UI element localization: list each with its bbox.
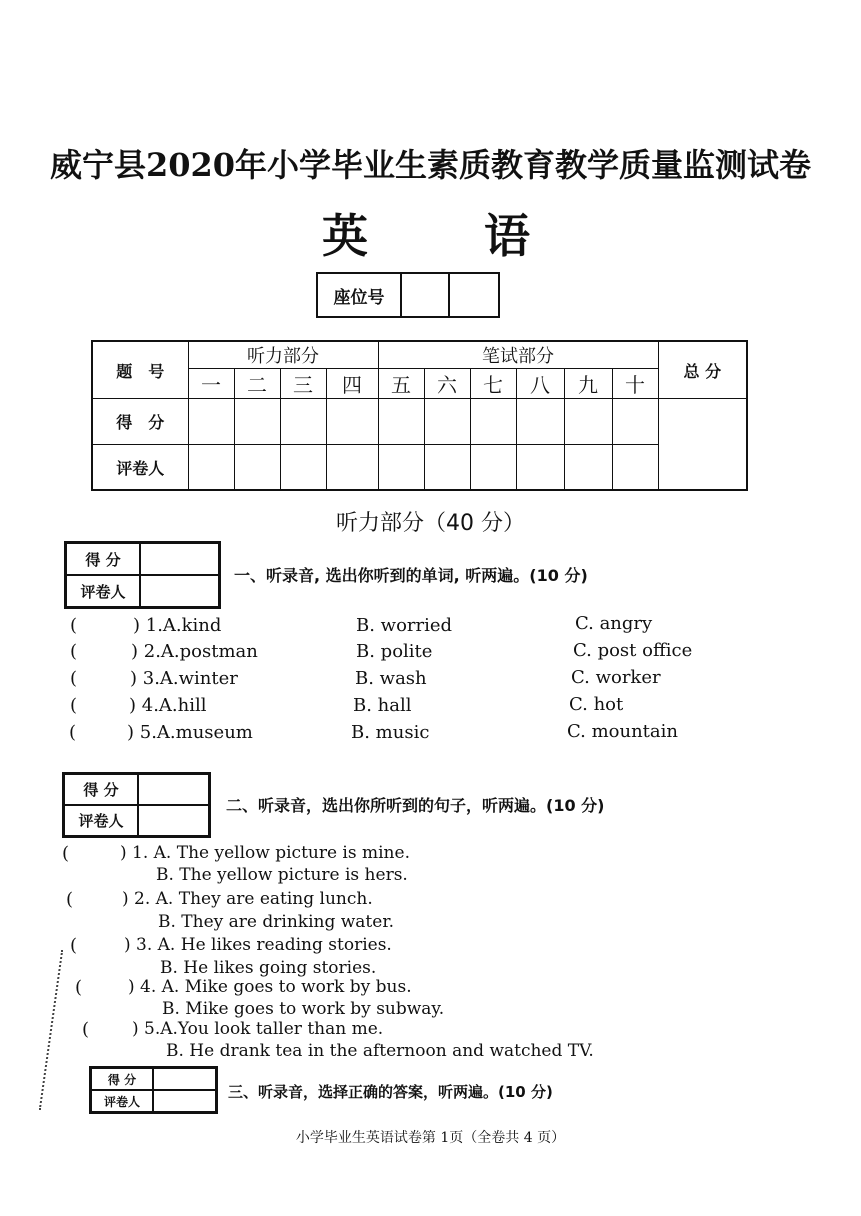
option-b: B. wash (355, 668, 427, 689)
question-number-header: 题 号 (92, 341, 188, 399)
grader-box-score-cell[interactable] (153, 1068, 216, 1090)
option-a: ) 3.A.winter (130, 668, 238, 689)
question-number: 七 (470, 369, 516, 399)
question-number: 三 (280, 369, 326, 399)
score-cell[interactable] (188, 399, 234, 445)
option-c: C. worker (571, 667, 661, 688)
score-cell[interactable] (564, 399, 612, 445)
sentence-a: ) 3. A. He likes reading stories. (124, 935, 392, 955)
grader-box-grader-cell[interactable] (140, 575, 219, 607)
option-a: ) 4.A.hill (129, 695, 207, 716)
question-number: 十 (612, 369, 658, 399)
option-b: B. polite (356, 641, 433, 662)
option-a: ) 1.A.kind (133, 615, 222, 636)
grader-box-grader-label: 评卷人 (66, 575, 140, 607)
part2-heading: 二、听录音，选出你所听到的句子，听两遍。(10 分) (226, 796, 605, 815)
subject-char-2: 语 (484, 209, 530, 263)
sentence-b: B. He drank tea in the afternoon and watched TV. (166, 1041, 594, 1061)
seat-number-label: 座位号 (318, 274, 402, 316)
grader-box-score-label: 得 分 (91, 1068, 153, 1090)
option-c: C. angry (575, 613, 653, 634)
grader-cell[interactable] (612, 445, 658, 491)
grader-cell[interactable] (280, 445, 326, 491)
option-a: ) 2.A.postman (131, 641, 258, 662)
option-b: B. hall (353, 695, 412, 716)
grader-box-grader-label: 评卷人 (64, 805, 138, 836)
option-a: ) 5.A.museum (127, 722, 253, 743)
score-cell[interactable] (234, 399, 280, 445)
option-c: C. hot (569, 694, 624, 715)
score-cell[interactable] (470, 399, 516, 445)
grader-box-grader-label: 评卷人 (91, 1090, 153, 1112)
score-cell[interactable] (326, 399, 378, 445)
sentence-a: ) 5.A.You look taller than me. (132, 1019, 384, 1039)
grader-cell[interactable] (326, 445, 378, 491)
listening-section-title: 听力部分（40 分） (336, 511, 525, 536)
score-cell[interactable] (378, 399, 424, 445)
sentence-a: ) 4. A. Mike goes to work by bus. (128, 977, 412, 997)
seat-number-cell[interactable] (402, 274, 450, 316)
score-cell[interactable] (424, 399, 470, 445)
score-cell[interactable] (280, 399, 326, 445)
sentence-b: B. They are drinking water. (158, 912, 394, 932)
score-cell[interactable] (516, 399, 564, 445)
total-score-cell[interactable] (658, 399, 747, 491)
option-c: C. post office (573, 640, 693, 661)
question-number: 八 (516, 369, 564, 399)
seat-number-cell[interactable] (450, 274, 496, 316)
grader-box-score-label: 得 分 (64, 774, 138, 805)
part3-grader-box (89, 1066, 218, 1114)
answer-paren[interactable]: ( (70, 695, 78, 716)
score-row-label: 得 分 (92, 399, 188, 445)
answer-paren[interactable]: ( (62, 843, 70, 864)
answer-paren[interactable]: ( (75, 977, 83, 998)
listening-part-header: 听力部分 (188, 341, 378, 369)
question-number: 六 (424, 369, 470, 399)
grader-cell[interactable] (516, 445, 564, 491)
answer-paren[interactable]: ( (69, 722, 77, 743)
grader-box-score-cell[interactable] (138, 774, 209, 805)
option-b: B. worried (356, 615, 453, 636)
question-number: 四 (326, 369, 378, 399)
sentence-b: B. The yellow picture is hers. (156, 865, 408, 885)
option-b: B. music (351, 722, 430, 743)
answer-paren[interactable]: ( (70, 668, 78, 689)
score-cell[interactable] (612, 399, 658, 445)
answer-paren[interactable]: ( (70, 935, 78, 956)
grader-cell[interactable] (188, 445, 234, 491)
answer-paren[interactable]: ( (70, 615, 78, 636)
question-number: 一 (188, 369, 234, 399)
grader-box-grader-cell[interactable] (138, 805, 209, 836)
answer-paren[interactable]: ( (82, 1019, 90, 1040)
sentence-b: B. Mike goes to work by subway. (162, 999, 445, 1019)
answer-paren[interactable]: ( (66, 889, 74, 910)
grader-box-score-label: 得 分 (66, 543, 140, 575)
grader-box-grader-cell[interactable] (153, 1090, 216, 1112)
grader-cell[interactable] (424, 445, 470, 491)
grader-box-score-cell[interactable] (140, 543, 219, 575)
score-table (91, 340, 748, 491)
subject-char-1: 英 (322, 209, 368, 263)
exam-title: 威宁县2020年小学毕业生素质教育教学质量监测试卷 (49, 146, 812, 184)
seat-number-box (316, 272, 500, 318)
grader-cell[interactable] (564, 445, 612, 491)
grader-cell[interactable] (470, 445, 516, 491)
total-score-header: 总 分 (658, 341, 747, 399)
grader-cell[interactable] (378, 445, 424, 491)
answer-paren[interactable]: ( (70, 641, 78, 662)
part1-heading: 一、听录音, 选出你听到的单词, 听两遍。(10 分) (234, 566, 588, 585)
part3-heading: 三、听录音，选择正确的答案，听两遍。(10 分) (228, 1083, 553, 1101)
sentence-a: ) 2. A. They are eating lunch. (122, 889, 373, 909)
option-c: C. mountain (567, 721, 678, 742)
sentence-b: B. He likes going stories. (160, 958, 377, 978)
page-footer: 小学毕业生英语试卷第 1页（全卷共 4 页） (295, 1130, 566, 1146)
grader-cell[interactable] (234, 445, 280, 491)
question-number: 五 (378, 369, 424, 399)
grader-row-label: 评卷人 (92, 445, 188, 491)
part2-grader-box (62, 772, 211, 838)
question-number: 二 (234, 369, 280, 399)
sentence-a: ) 1. A. The yellow picture is mine. (120, 843, 410, 863)
writing-part-header: 笔试部分 (378, 341, 658, 369)
question-number: 九 (564, 369, 612, 399)
part1-grader-box (64, 541, 221, 609)
